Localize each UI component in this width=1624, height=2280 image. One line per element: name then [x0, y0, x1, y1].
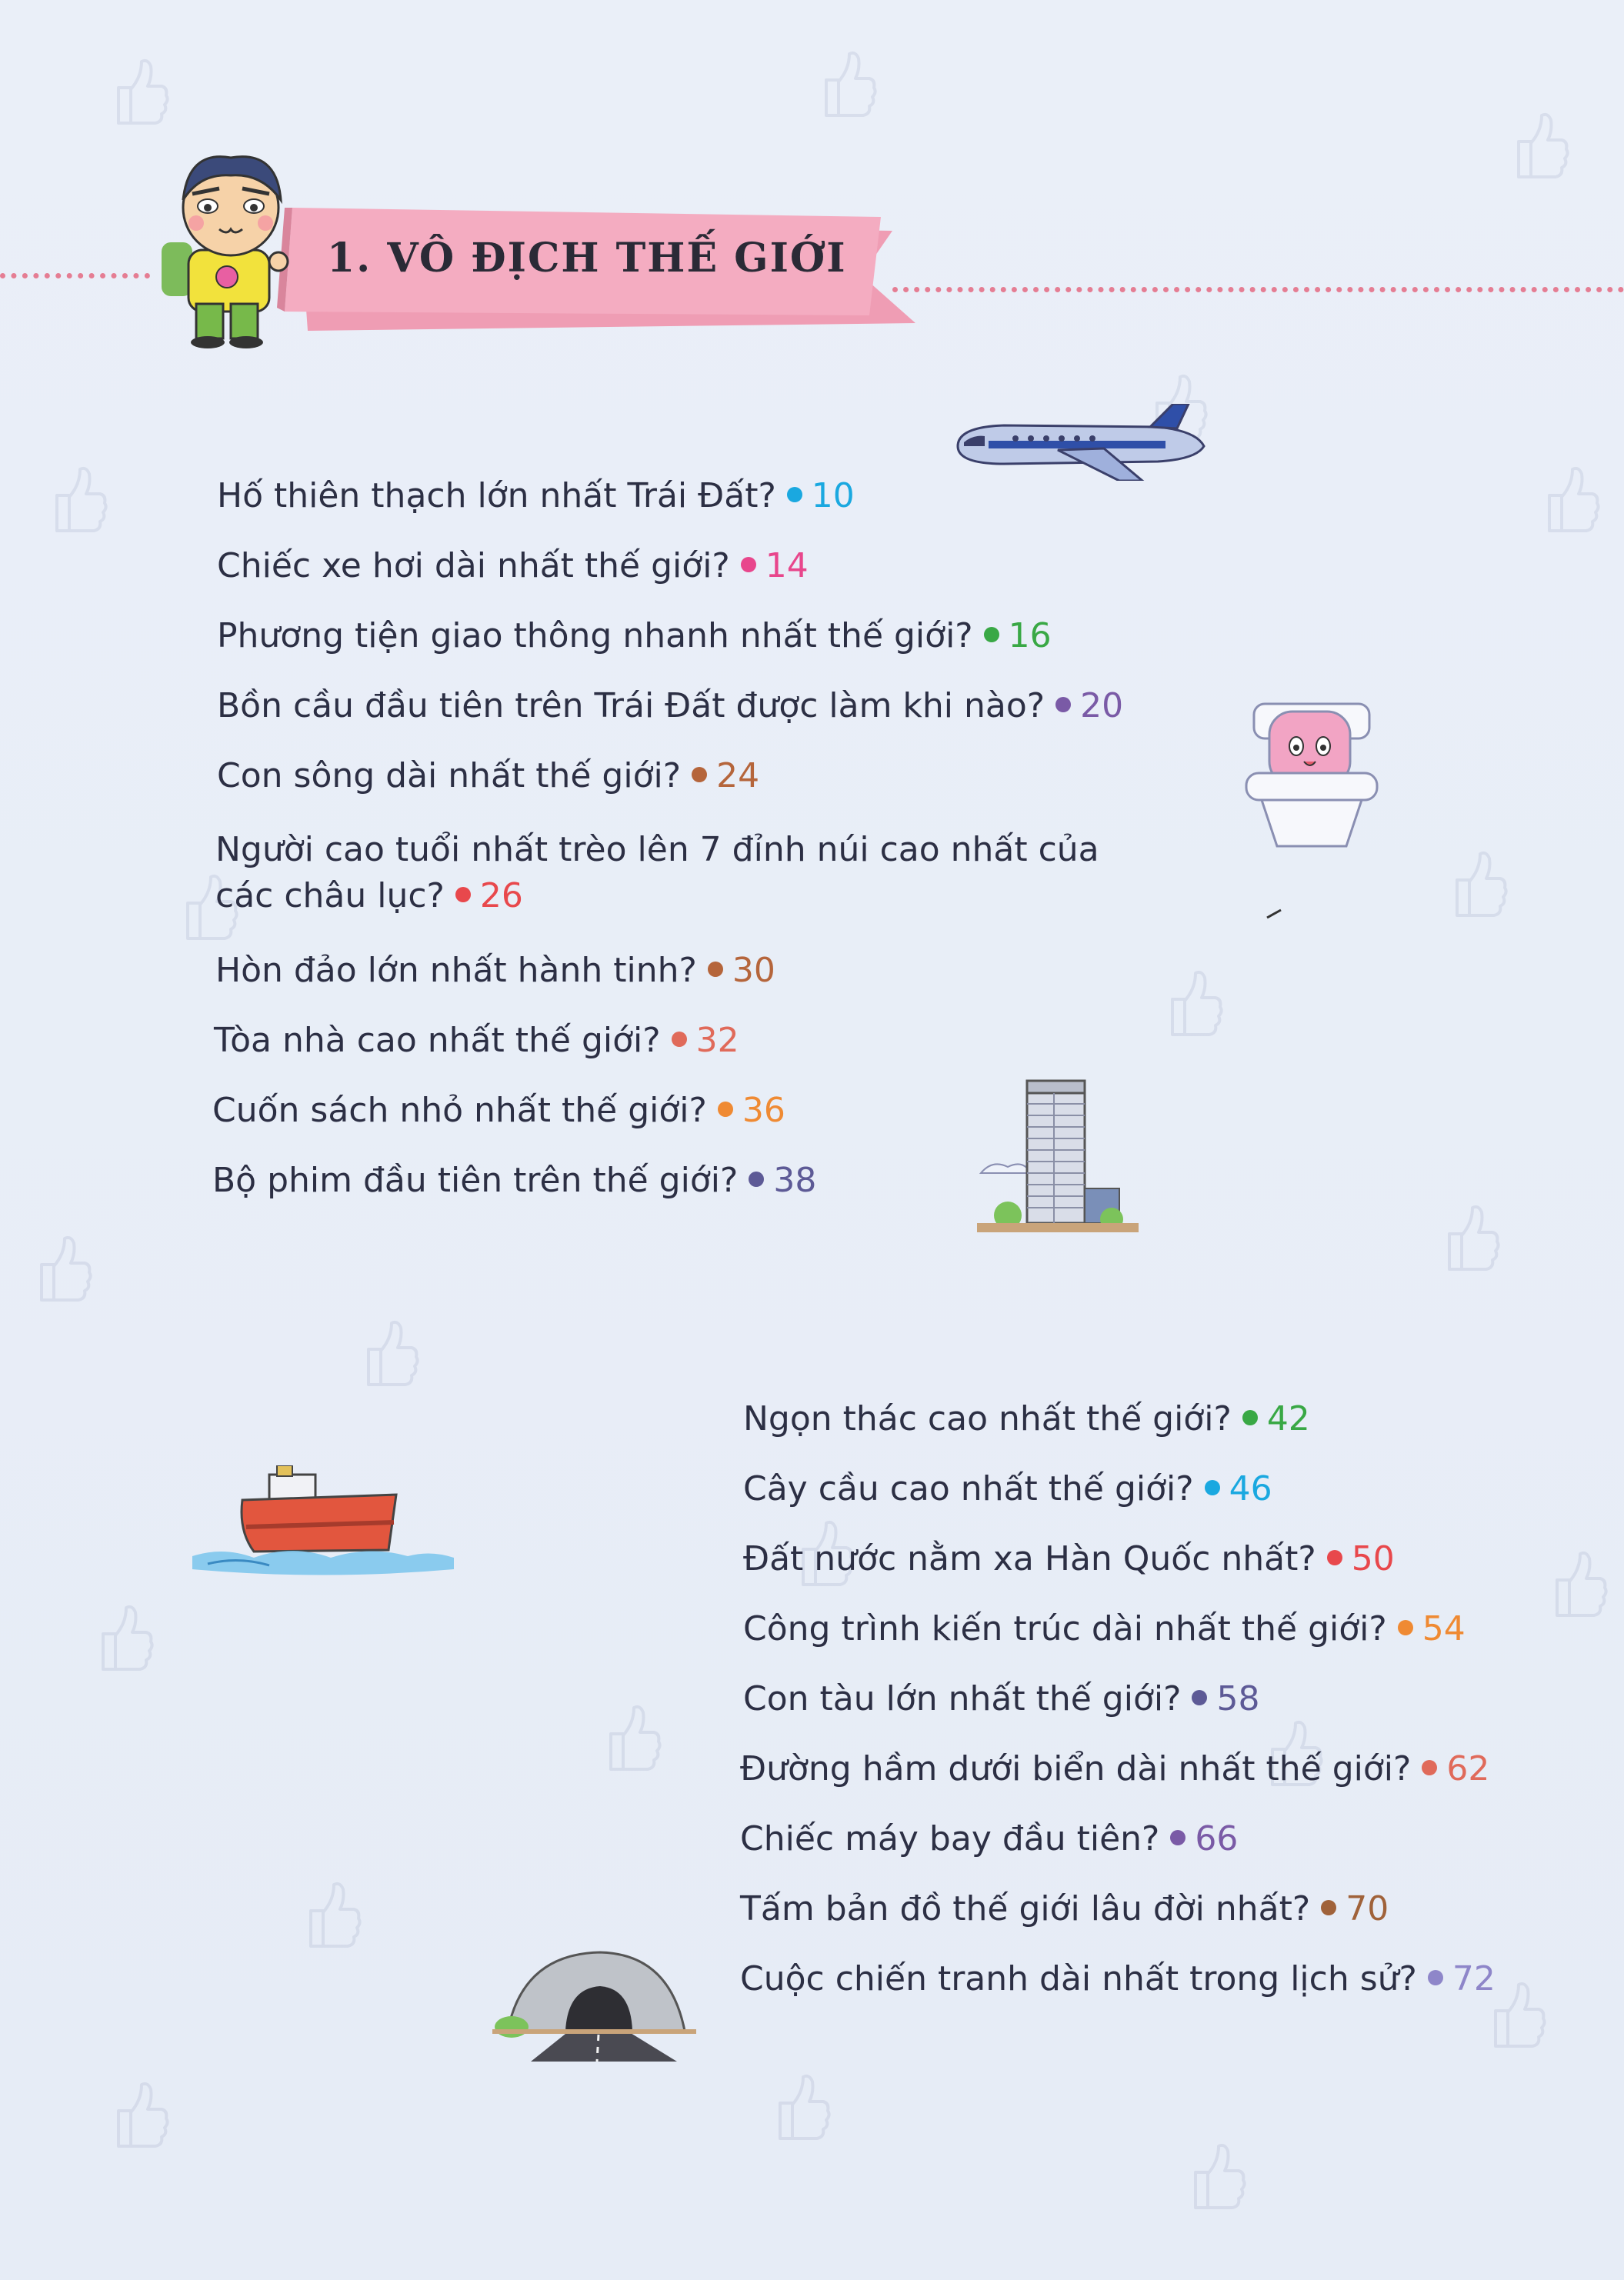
toc-item-page: 66	[1195, 1819, 1239, 1858]
toc-item-page: 30	[732, 951, 775, 990]
toc-item-title: Con sông dài nhất thế giới?	[217, 756, 682, 795]
thumbs-up-icon	[108, 2077, 169, 2151]
toc-item-title: Bồn cầu đầu tiên trên Trái Đất được làm khi nào?	[217, 686, 1045, 725]
bullet-icon	[1321, 1900, 1336, 1915]
thumbs-up-icon	[1185, 2138, 1246, 2212]
toc-item-page: 38	[773, 1161, 817, 1200]
thumbs-up-icon	[600, 1700, 662, 1774]
toc-item-page: 32	[695, 1021, 739, 1060]
thumbs-up-icon	[46, 462, 108, 535]
toc-item[interactable]	[215, 827, 1099, 919]
toc-item-title: Cuốn sách nhỏ nhất thế giới?	[212, 1091, 707, 1130]
ship-illustration	[192, 1465, 454, 1588]
toc-item[interactable]	[740, 1816, 1238, 1862]
bullet-icon	[1055, 697, 1071, 712]
toc-item[interactable]	[740, 1956, 1496, 2002]
toc-item-page: 70	[1346, 1889, 1389, 1928]
toc-item-page: 46	[1229, 1469, 1272, 1508]
toc-item[interactable]	[215, 948, 775, 994]
toc-item[interactable]	[217, 613, 1052, 659]
toc-item[interactable]	[743, 1676, 1259, 1722]
thumbs-up-icon	[31, 1231, 92, 1305]
toc-item-page: 14	[765, 546, 809, 585]
thumbs-up-icon	[1162, 965, 1223, 1039]
toc-item-title: Công trình kiến trúc dài nhất thế giới?	[743, 1609, 1387, 1648]
toc-item[interactable]	[212, 1088, 785, 1134]
bullet-icon	[718, 1102, 733, 1117]
toc-item[interactable]	[743, 1466, 1272, 1512]
mascot-illustration	[146, 146, 315, 350]
thumbs-up-icon	[1439, 1200, 1500, 1274]
bullet-icon	[1205, 1480, 1220, 1495]
toc-item[interactable]	[743, 1606, 1466, 1652]
toc-item[interactable]	[217, 753, 759, 799]
thumbs-up-icon	[1546, 1546, 1608, 1620]
toc-item[interactable]	[217, 543, 809, 589]
bullet-icon	[455, 887, 471, 902]
airplane-illustration	[942, 404, 1219, 481]
bullet-icon	[1327, 1550, 1342, 1565]
toc-item-page: 62	[1446, 1749, 1490, 1788]
toc-item-title: Con tàu lớn nhất thế giới?	[743, 1679, 1182, 1718]
skyscraper-illustration	[977, 1073, 1139, 1235]
bullet-icon	[708, 962, 723, 977]
toc-item-title: Chiếc máy bay đầu tiên?	[740, 1819, 1160, 1858]
header-dotted-line-left	[0, 273, 150, 278]
bullet-icon	[1422, 1760, 1437, 1775]
toc-item-title: Hòn đảo lớn nhất hành tinh?	[215, 951, 697, 990]
toc-item-page: 58	[1216, 1679, 1260, 1718]
toc-item-page: 26	[479, 876, 523, 915]
chapter-title: 1. VÔ ĐỊCH THẾ GIỚI	[327, 235, 847, 282]
toc-item-page: 10	[811, 476, 855, 515]
toc-item-title: Bộ phim đầu tiên trên thế giới?	[212, 1161, 739, 1200]
toc-item[interactable]	[217, 683, 1123, 729]
thumbs-up-icon	[1508, 108, 1569, 182]
bullet-icon	[692, 767, 707, 782]
bullet-icon	[672, 1032, 687, 1047]
toc-item-title: Chiếc xe hơi dài nhất thế giới?	[217, 546, 730, 585]
toc-item-title-line1: Người cao tuổi nhất trèo lên 7 đỉnh núi cao nhất của	[215, 830, 1099, 869]
toc-item-title: Cuộc chiến tranh dài nhất trong lịch sử?	[740, 1959, 1417, 1998]
thumbs-up-icon	[1446, 846, 1508, 920]
thumbs-up-icon	[1539, 462, 1600, 535]
toc-item-page: 36	[742, 1091, 785, 1130]
bullet-icon	[1170, 1830, 1185, 1845]
toc-item-title: Phương tiện giao thông nhanh nhất thế giới?	[217, 616, 973, 655]
toc-item-page: 24	[716, 756, 760, 795]
bullet-icon	[1192, 1690, 1207, 1705]
toc-item[interactable]	[214, 1018, 739, 1064]
thumbs-up-icon	[300, 1877, 362, 1951]
toc-item-title-line2: các châu lục?	[215, 876, 445, 915]
toc-item-title: Tấm bản đồ thế giới lâu đời nhất?	[740, 1889, 1311, 1928]
toilet-illustration	[1239, 696, 1385, 850]
bullet-icon	[741, 557, 756, 572]
bullet-icon	[787, 487, 802, 502]
toc-item[interactable]	[212, 1158, 816, 1204]
toc-item[interactable]	[740, 1886, 1389, 1932]
stray-mark	[1266, 908, 1282, 918]
toc-item-title: Cây cầu cao nhất thế giới?	[743, 1469, 1194, 1508]
bullet-icon	[1242, 1410, 1258, 1425]
thumbs-up-icon	[92, 1600, 154, 1674]
toc-item[interactable]	[743, 1536, 1395, 1582]
toc-item-page: 50	[1351, 1539, 1395, 1578]
toc-item-title: Hố thiên thạch lớn nhất Trái Đất?	[217, 476, 776, 515]
toc-item-page: 20	[1080, 686, 1124, 725]
toc-item-page: 72	[1452, 1959, 1496, 1998]
bullet-icon	[749, 1172, 764, 1187]
toc-item-page: 54	[1422, 1609, 1466, 1648]
toc-item-title: Đường hầm dưới biển dài nhất thế giới?	[740, 1749, 1412, 1788]
header-dotted-line-right	[892, 287, 1624, 292]
toc-item[interactable]	[217, 473, 855, 519]
bullet-icon	[984, 627, 999, 642]
toc-item[interactable]	[740, 1746, 1489, 1792]
bullet-icon	[1398, 1620, 1413, 1635]
tunnel-illustration	[492, 1946, 696, 2062]
thumbs-up-icon	[815, 46, 877, 120]
toc-item-title: Tòa nhà cao nhất thế giới?	[214, 1021, 661, 1060]
toc-item-page: 16	[1008, 616, 1052, 655]
bullet-icon	[1428, 1970, 1443, 1985]
toc-item-page: 42	[1266, 1399, 1310, 1438]
thumbs-up-icon	[769, 2069, 831, 2143]
toc-item[interactable]	[743, 1396, 1310, 1442]
toc-item-title: Ngọn thác cao nhất thế giới?	[743, 1399, 1232, 1438]
toc-item-title: Đất nước nằm xa Hàn Quốc nhất?	[743, 1539, 1316, 1578]
thumbs-up-icon	[108, 54, 169, 128]
thumbs-up-icon	[358, 1315, 419, 1389]
